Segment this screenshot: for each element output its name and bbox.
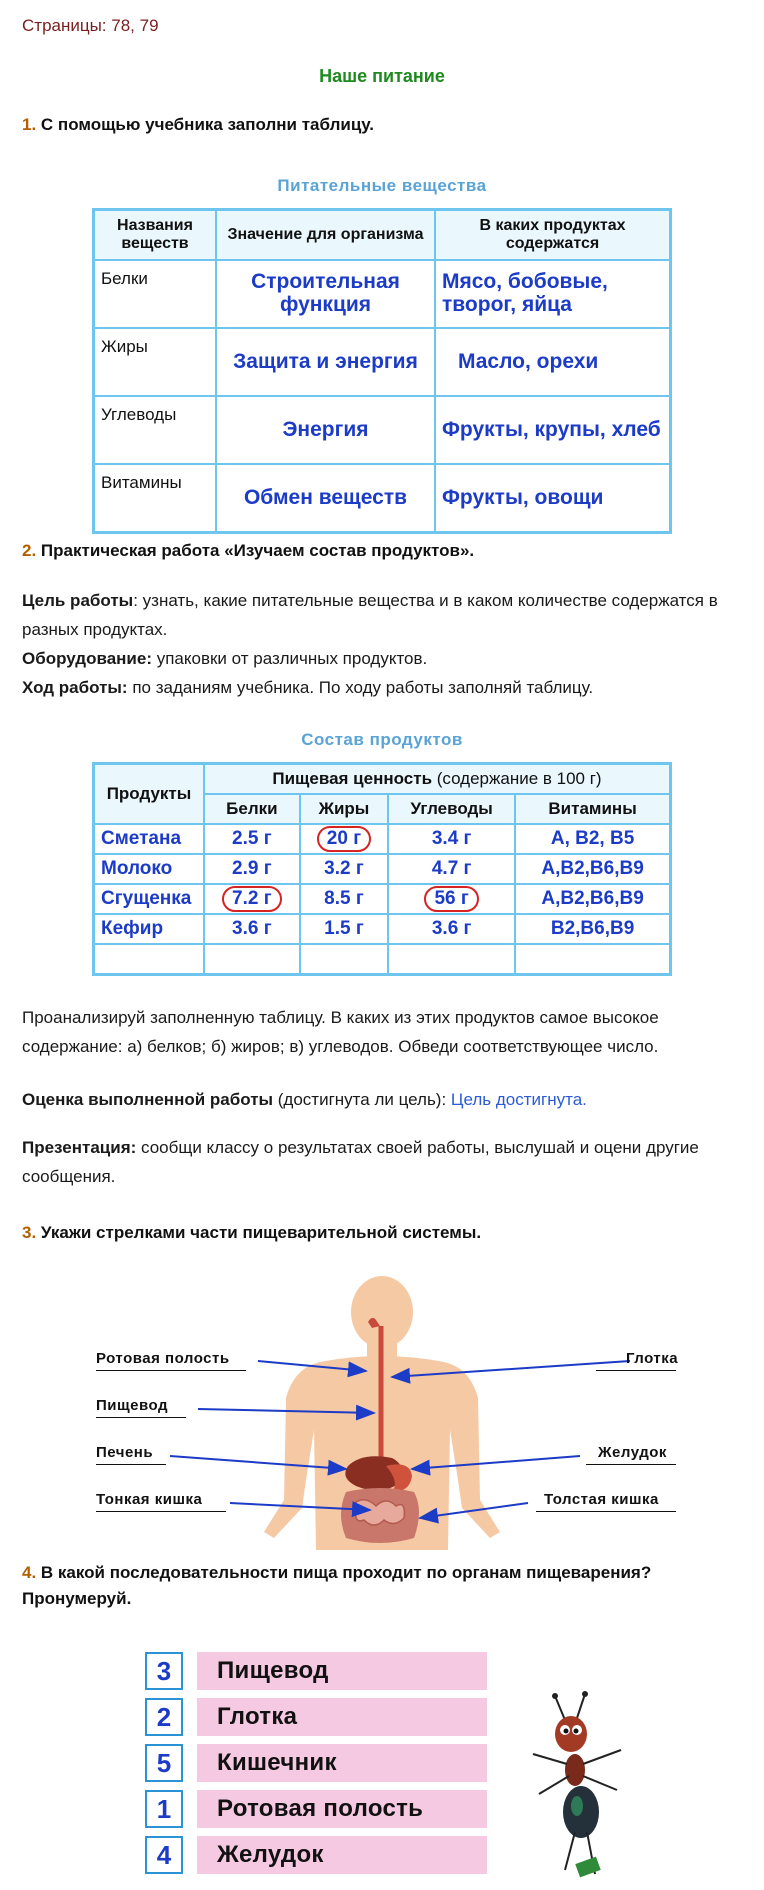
table-row [94, 464, 671, 533]
composition-table [92, 762, 672, 976]
task3-text: Укажи стрелками части пищеварительной системы. [40, 1223, 482, 1242]
label-large-intestine: Толстая кишка [544, 1491, 659, 1508]
assessment-line [22, 1086, 742, 1115]
nutrient-products: Фрукты, крупы, хлеб [435, 396, 671, 464]
empty-cell [204, 944, 300, 975]
nutrients-table-title: Питательные вещества [277, 176, 487, 195]
nutrients-table [92, 208, 672, 534]
product-fats: 8.5 г [300, 884, 388, 914]
sequence-label: Ротовая полость [197, 1790, 487, 1828]
task2-number: 2. [22, 541, 37, 560]
pages-reference: Страницы: 78, 79 [22, 16, 159, 35]
sequence-label: Глотка [197, 1698, 487, 1736]
label-small-intestine-underline [96, 1511, 226, 1512]
nutrient-name: Витамины [94, 464, 217, 533]
product-vitamins: А, В2, В5 [515, 824, 670, 854]
circled-max-proteins: 7.2 г [222, 886, 282, 912]
assessment-label: Оценка выполненной работы [22, 1090, 274, 1109]
composition-header-vitamins: Витамины [515, 794, 670, 824]
nutrient-value: Обмен веществ [216, 464, 435, 533]
product-proteins: 3.6 г [204, 914, 300, 944]
empty-cell [300, 944, 388, 975]
label-pharynx: Глотка [626, 1350, 679, 1367]
equipment-text: упаковки от различных продуктов. [152, 648, 428, 668]
empty-cell [515, 944, 670, 975]
product-carbs: 3.4 г [388, 824, 515, 854]
product-proteins: 2.9 г [204, 854, 300, 884]
progress-label: Ход работы: [22, 677, 128, 697]
progress-line [22, 674, 742, 703]
product-proteins: 2.5 г [204, 824, 300, 854]
label-small-intestine: Тонкая кишка [96, 1491, 203, 1508]
circled-max-fats: 20 г [317, 826, 371, 852]
composition-header-value-bold: Пищевая ценность [272, 769, 433, 788]
composition-header-carbs: Углеводы [388, 794, 515, 824]
composition-header-products: Продукты [94, 764, 205, 825]
label-pharynx-underline [596, 1370, 676, 1371]
sequence-label: Желудок [197, 1836, 487, 1874]
sequence-item [145, 1790, 495, 1828]
task1-number: 1. [22, 115, 37, 134]
task2-description [22, 587, 742, 703]
table-row [94, 914, 671, 944]
table-row [94, 884, 671, 914]
composition-header-fats: Жиры [300, 794, 388, 824]
presentation-paragraph [22, 1134, 742, 1192]
table-row [94, 854, 671, 884]
product-proteins-cell [204, 884, 300, 914]
product-fats-cell [300, 824, 388, 854]
label-large-intestine-underline [536, 1511, 676, 1512]
analyze-paragraph: Проанализируй заполненную таблицу. В каких из этих продуктов самое высокое содержание: а) белков; б) жиров; в) углеводов. Обведи соответствующее число. [22, 1008, 659, 1056]
sequence-item [145, 1698, 495, 1736]
circled-max-carbs: 56 г [424, 886, 478, 912]
task1-text: С помощью учебника заполни таблицу. [40, 115, 374, 134]
product-fats: 3.2 г [300, 854, 388, 884]
task4-text: В какой последовательности пища проходит по органам пищеварения? Пронумеруй. [22, 1563, 652, 1608]
task1-heading [22, 112, 374, 138]
sequence-number: 3 [145, 1652, 183, 1690]
assessment-answer: Цель достигнута. [450, 1090, 587, 1109]
label-stomach: Желудок [598, 1444, 667, 1461]
product-name: Кефир [94, 914, 205, 944]
composition-table-title: Состав продуктов [301, 730, 463, 749]
goal-label: Цель работы [22, 591, 134, 610]
product-name: Сметана [94, 824, 205, 854]
product-name: Молоко [94, 854, 205, 884]
product-carbs: 4.7 г [388, 854, 515, 884]
nutrients-header-products: В каких продуктах содержатся [435, 210, 671, 261]
sequence-item [145, 1744, 495, 1782]
label-stomach-underline [586, 1464, 676, 1465]
product-name: Сгущенка [94, 884, 205, 914]
product-vitamins: В2,В6,В9 [515, 914, 670, 944]
table-row [94, 260, 671, 328]
product-carbs: 3.6 г [388, 914, 515, 944]
table-row-empty [94, 944, 671, 975]
label-liver-underline [96, 1464, 166, 1465]
nutrient-products: Мясо, бобовые, творог, яйца [435, 260, 671, 328]
sequence-number: 5 [145, 1744, 183, 1782]
label-mouth-underline [96, 1370, 246, 1371]
table-row [94, 396, 671, 464]
task4-number: 4. [22, 1563, 37, 1582]
goal-text: : узнать, какие питательные вещества и в каком количестве содержатся в разных продуктах. [22, 591, 718, 639]
composition-header-proteins: Белки [204, 794, 300, 824]
sequence-number: 4 [145, 1836, 183, 1874]
product-vitamins: А,В2,В6,В9 [515, 884, 670, 914]
label-liver: Печень [96, 1444, 154, 1461]
task2-text: Практическая работа «Изучаем состав продуктов». [40, 541, 475, 560]
nutrient-name: Углеводы [94, 396, 217, 464]
nutrient-products: Масло, орехи [435, 328, 671, 396]
product-carbs-cell [388, 884, 515, 914]
nutrient-value: Энергия [216, 396, 435, 464]
page-title: Наше питание [319, 66, 445, 86]
product-vitamins: А,В2,В6,В9 [515, 854, 670, 884]
progress-text: по заданиям учебника. По ходу работы заполняй таблицу. [127, 677, 594, 697]
nutrients-header-value: Значение для организма [216, 210, 435, 261]
label-esophagus: Пищевод [96, 1397, 169, 1414]
equipment-label: Оборудование: [22, 648, 152, 668]
label-esophagus-underline [96, 1417, 186, 1418]
empty-cell [388, 944, 515, 975]
task3-heading [22, 1220, 481, 1246]
table-row [94, 824, 671, 854]
nutrient-value: Защита и энергия [216, 328, 435, 396]
sequence-item [145, 1836, 495, 1874]
sequence-number: 2 [145, 1698, 183, 1736]
empty-cell [94, 944, 205, 975]
nutrient-name: Белки [94, 260, 217, 328]
product-fats: 1.5 г [300, 914, 388, 944]
equipment-line [22, 645, 742, 674]
label-mouth: Ротовая полость [96, 1350, 230, 1367]
nutrient-products: Фрукты, овощи [435, 464, 671, 533]
presentation-text: сообщи классу о результатах своей работы, выслушай и оцени другие сообщения. [22, 1138, 699, 1186]
composition-header-value [204, 764, 671, 795]
goal-line [22, 587, 742, 645]
presentation-label: Презентация: [22, 1138, 137, 1157]
digestive-system-diagram [0, 1270, 764, 1550]
sequence-label: Пищевод [197, 1652, 487, 1690]
nutrient-value: Строительная функция [216, 260, 435, 328]
table-row [94, 328, 671, 396]
nutrients-header-name: Названия веществ [94, 210, 217, 261]
nutrient-name: Жиры [94, 328, 217, 396]
ant-illustration [525, 1690, 635, 1890]
sequence-item [145, 1652, 495, 1690]
composition-header-value-note: (содержание в 100 г) [432, 769, 602, 788]
task2-heading [22, 538, 474, 564]
task3-number: 3. [22, 1223, 37, 1242]
assessment-middle: (достигнута ли цель): [273, 1090, 451, 1109]
sequence-number: 1 [145, 1790, 183, 1828]
sequence-label: Кишечник [197, 1744, 487, 1782]
task4-heading [22, 1560, 742, 1611]
